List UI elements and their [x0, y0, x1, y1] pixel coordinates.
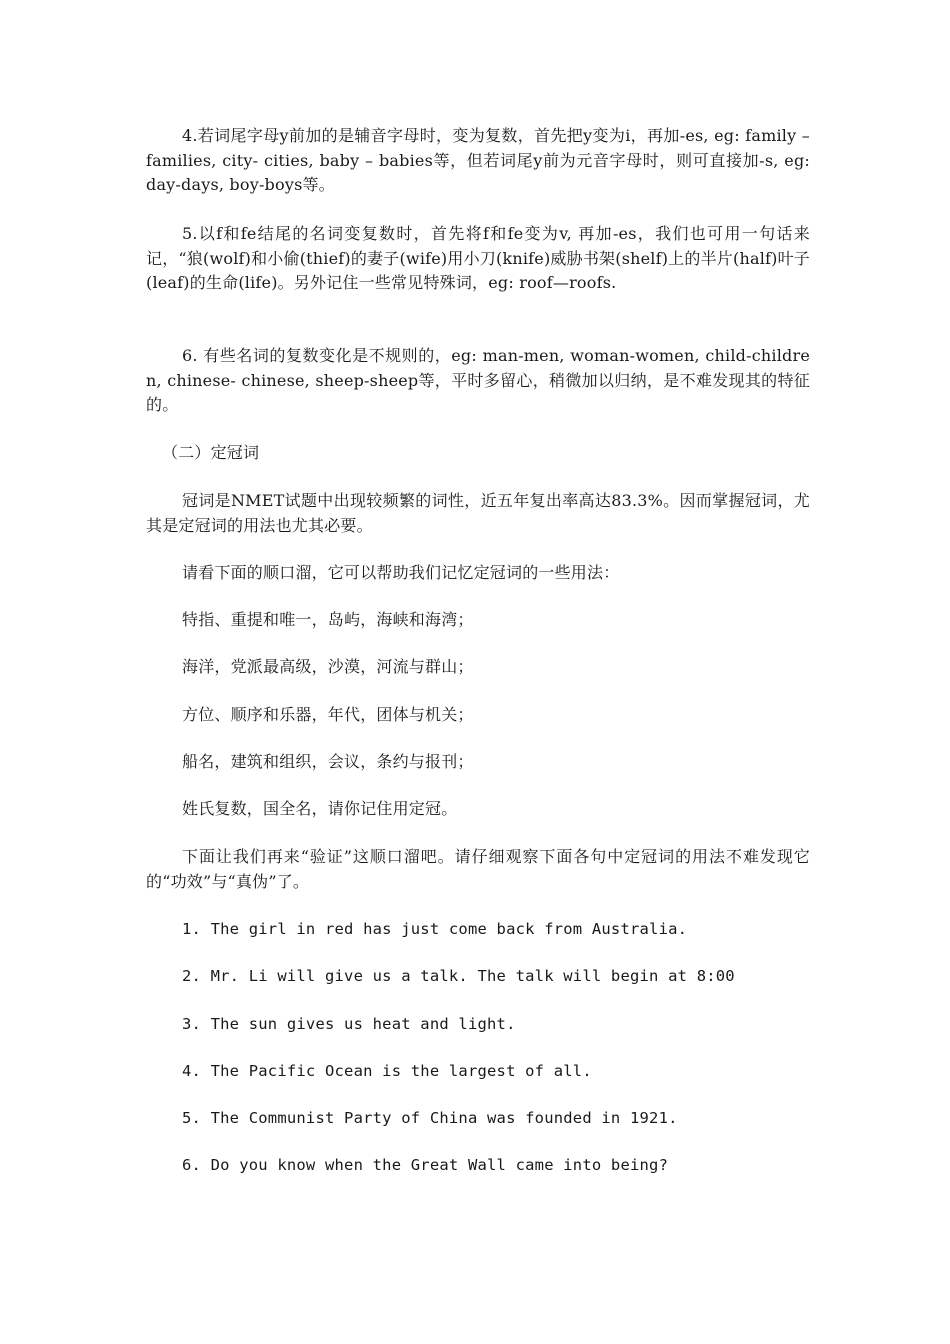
example-sentence: 2. Mr. Li will give us a talk. The talk will begin at 8:00 — [182, 967, 735, 985]
section-heading: （二）定冠词 — [162, 443, 260, 462]
example-sentence: 5. The Communist Party of China was founded in 1921. — [182, 1109, 678, 1127]
paragraph-rhyme-intro: 请看下面的顺口溜，它可以帮助我们记忆定冠词的一些用法： — [182, 563, 620, 582]
paragraph-plural-rule-5: 5.以f和fe结尾的名词变复数时，首先将f和fe变为v, 再加-es，我们也可用一句话来记，“狼(wolf)和小偷(thief)的妻子(wife)用小刀(knife)威胁书架(shelf)上的半片(half)叶子(leaf)的生命(life)。另外记住一些常见特殊词，eg: roof—roofs. — [146, 224, 810, 292]
rhyme-line: 方位、顺序和乐器，年代，团体与机关； — [182, 705, 474, 724]
example-sentence: 1. The girl in red has just come back from Australia. — [182, 920, 688, 938]
example-sentence: 4. The Pacific Ocean is the largest of all. — [182, 1062, 592, 1080]
rhyme-line: 船名，建筑和组织，会议，条约与报刊； — [182, 752, 474, 771]
paragraph-verify: 下面让我们再来“验证”这顺口溜吧。请仔细观察下面各句中定冠词的用法不难发现它的“功效”与“真伪”了。 — [146, 847, 810, 891]
rhyme-line: 特指、重提和唯一，岛屿，海峡和海湾； — [182, 610, 474, 629]
rhyme-line: 海洋，党派最高级，沙漠，河流与群山； — [182, 657, 474, 676]
paragraph-article-intro: 冠词是NMET试题中出现较频繁的词性，近五年复出率高达83.3%。因而掌握冠词，尤其是定冠词的用法也尤其必要。 — [146, 491, 810, 535]
example-sentence: 6. Do you know when the Great Wall came into being? — [182, 1156, 669, 1174]
rhyme-line: 姓氏复数，国全名，请你记住用定冠。 — [182, 799, 458, 818]
paragraph-plural-rule-6: 6. 有些名词的复数变化是不规则的，eg: man-men, woman-women, child-children, chinese- chinese, sheep-sheep等，平时多留心，稍微加以归纳，是不难发现其的特征的。 — [146, 346, 810, 414]
example-sentence: 3. The sun gives us heat and light. — [182, 1015, 516, 1033]
paragraph-plural-rule-4: 4.若词尾字母y前加的是辅音字母时，变为复数，首先把y变为i，再加-es, eg: family – families, city- cities, baby – babies等，但若词尾y前为元音字母时，则可直接加-s, eg: day-days, boy-boys等。 — [146, 126, 810, 194]
